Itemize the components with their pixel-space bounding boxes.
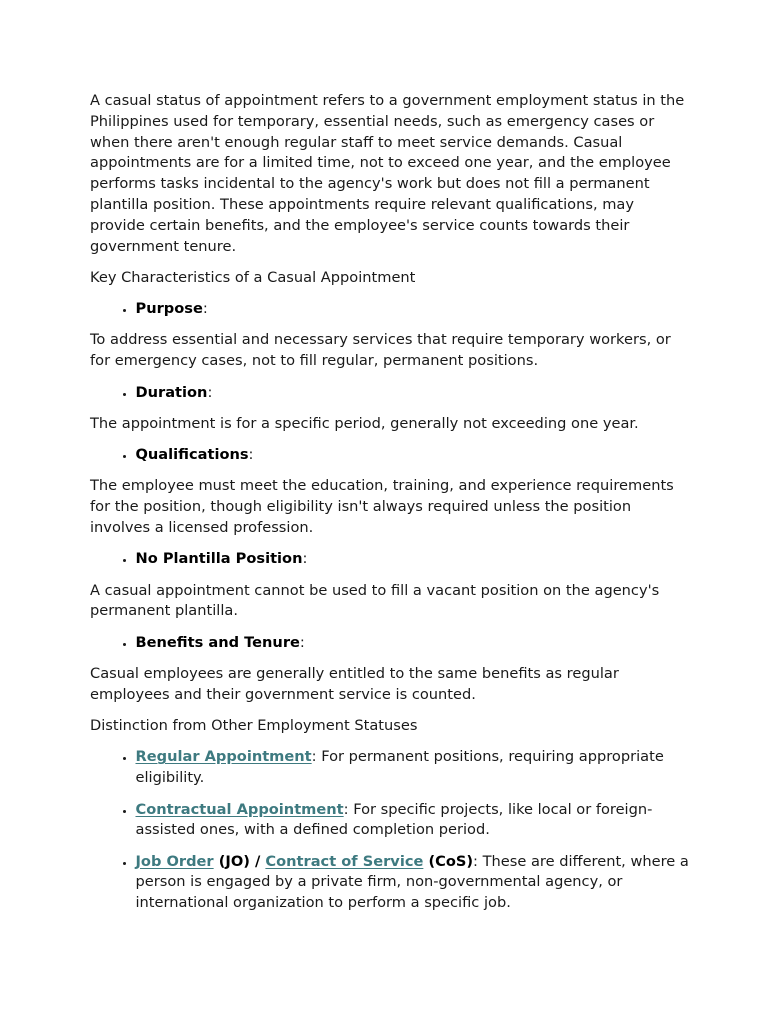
- term-no-plantilla: No Plantilla Position: [135, 550, 303, 568]
- term-qualifications: Qualifications: [135, 446, 249, 464]
- list-item-qualifications: • Qualifications:: [136, 445, 691, 466]
- regular-appointment-link[interactable]: Regular Appointment: [135, 748, 312, 766]
- job-order-link[interactable]: Job Order: [135, 852, 214, 870]
- distinction-list: [90, 747, 690, 914]
- contract-of-service-link[interactable]: Contract of Service: [265, 852, 424, 870]
- benefits-list: [90, 633, 690, 654]
- list-item-contractual: [136, 800, 691, 842]
- distinction-heading: Distinction from Other Employment Statuses: [90, 717, 418, 735]
- no-plantilla-description: A casual appointment cannot be used to fill a vacant position on the agency's permanent plantilla.: [90, 581, 660, 620]
- job-order-text: : These are different, where a person is engaged by a private firm, non-governmental agency, or international organization to perform a specific job.: [135, 852, 689, 912]
- list-item-job-order: [136, 852, 691, 914]
- qualifications-list: [90, 445, 690, 466]
- purpose-description: To address essential and necessary services that require temporary workers, or for emergency cases, not to fill regular, permanent positions.: [90, 331, 671, 370]
- term-duration: Duration: [135, 383, 208, 401]
- qualifications-description: The employee must meet the education, training, and experience requirements for the position, though eligibility isn't always required unless the position involves a licensed profession.: [90, 477, 674, 537]
- benefits-description: Casual employees are generally entitled to the same benefits as regular employees and their government service is counted.: [90, 665, 619, 703]
- document-page: [90, 91, 690, 925]
- key-characteristics-heading: Key Characteristics of a Casual Appointment: [90, 268, 416, 286]
- list-item-benefits: • Benefits and Tenure:: [136, 633, 691, 654]
- list-item-regular: [136, 747, 691, 789]
- intro-paragraph: A casual status of appointment refers to a government employment status in the Philippines used for temporary, essential needs, such as emergency cases or when there aren't enough regular staff to meet service demands. Casual appointments are for a limited time, not to exceed one year, and the employee performs tasks incidental to the agency's work but does not fill a permanent plantilla position. These appointments require relevant qualifications, may provide certain benefits, and the employee's service counts towards their government tenure.: [90, 92, 685, 255]
- duration-description: The appointment is for a specific period, generally not exceeding one year.: [90, 414, 639, 432]
- term-purpose: Purpose: [135, 300, 203, 318]
- duration-list: [90, 383, 690, 404]
- no-plantilla-list: [90, 549, 690, 570]
- regular-appointment-text: : For permanent positions, requiring appropriate eligibility.: [135, 748, 664, 787]
- list-item-duration: • Duration:: [136, 383, 691, 404]
- cos-abbreviation: (CoS): [423, 852, 474, 870]
- purpose-list: [90, 299, 690, 320]
- contractual-appointment-link[interactable]: Contractual Appointment: [135, 800, 344, 818]
- contractual-appointment-text: : For specific projects, like local or foreign-assisted ones, with a defined completion period.: [135, 800, 653, 839]
- term-benefits: Benefits and Tenure: [135, 633, 300, 651]
- list-item-no-plantilla: • No Plantilla Position:: [136, 549, 691, 570]
- list-item-purpose: • Purpose:: [136, 299, 691, 320]
- jo-separator: (JO) /: [213, 852, 266, 870]
